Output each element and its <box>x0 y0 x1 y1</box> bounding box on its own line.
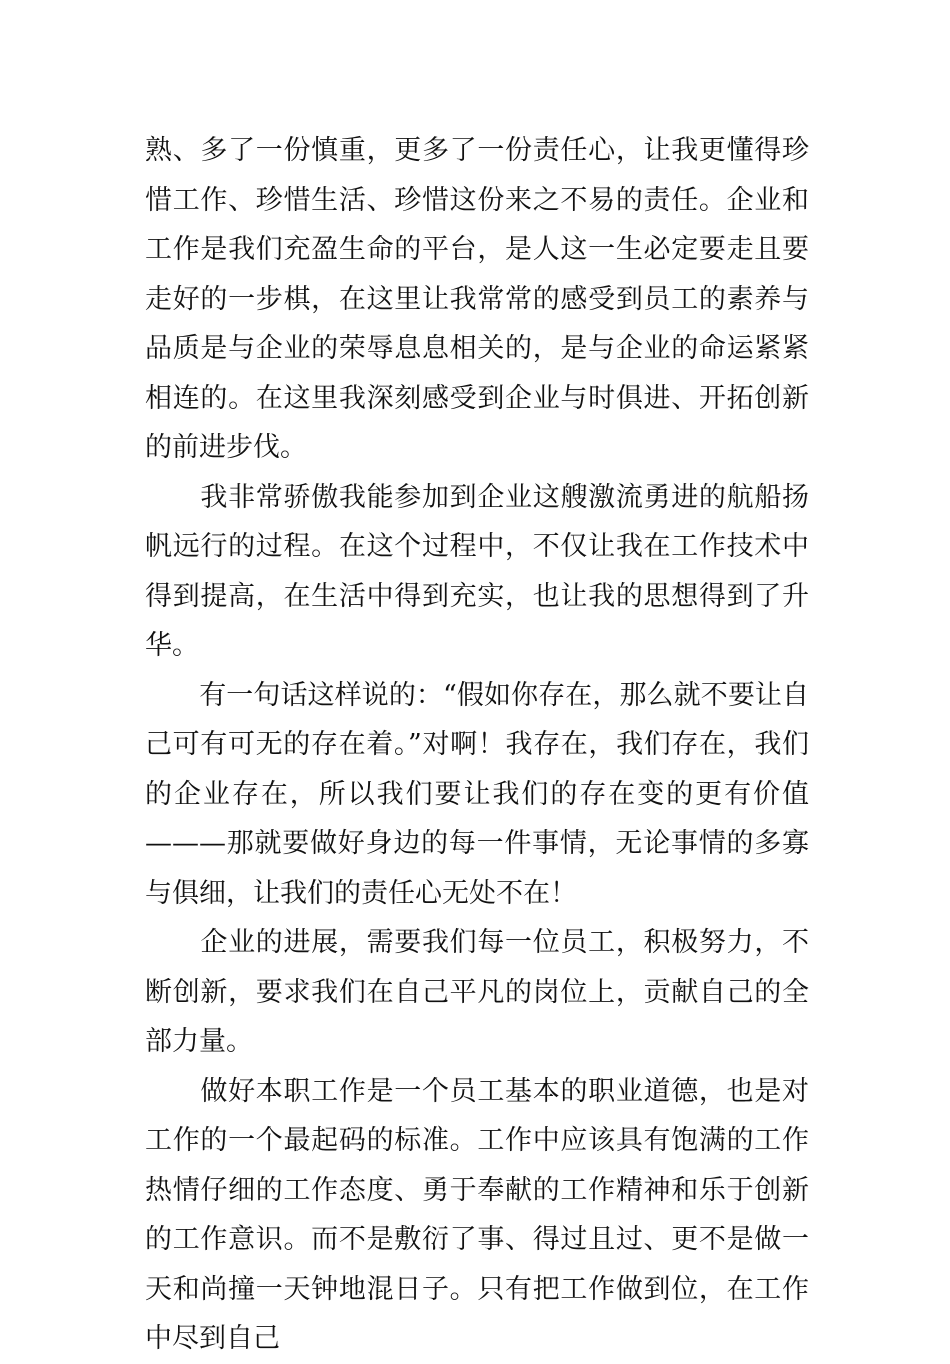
paragraph-3-text: 有一句话这样说的：“假如你存在，那么就不要让自己可有可无的存在着。”对啊！我存在，我们存在，我们的企业存在，所以我们要让我们的存在变的更有价值———那就要做好身边的每一件事情，无论事情的多寡与俱细，让我们的责任心无处不在！ <box>145 679 809 909</box>
paragraph-4-text: 企业的进展，需要我们每一位员工，积极努力，不断创新，要求我们在自己平凡的岗位上，贡献自己的全部力量。 <box>145 927 810 1057</box>
paragraph-indent <box>145 680 199 711</box>
paragraph-4 <box>145 918 809 1067</box>
paragraph-indent <box>145 927 200 958</box>
paragraph-1 <box>145 126 809 473</box>
paragraph-5-text: 做好本职工作是一个员工基本的职业道德，也是对工作的一个最起码的标准。工作中应该具有饱满的工作热情仔细的工作态度、勇于奉献的工作精神和乐于创新的工作意识。而不是敷衍了事、得过且过、更不是做一天和尚撞一天钟地混日子。只有把工作做到位，在工作中尽到自己 <box>145 1075 810 1354</box>
paragraph-2-text: 我非常骄傲我能参加到企业这艘激流勇进的航船扬帆远行的过程。在这个过程中，不仅让我在工作技术中得到提高，在生活中得到充实，也让我的思想得到了升华。 <box>145 481 810 661</box>
paragraph-5 <box>145 1067 809 1364</box>
paragraph-1-text: 熟、多了一份慎重，更多了一份责任心，让我更懂得珍惜工作、珍惜生活、珍惜这份来之不易的责任。企业和工作是我们充盈生命的平台，是人这一生必定要走且要走好的一步棋，在这里让我常常的感受到员工的素养与品质是与企业的荣辱息息相关的，是与企业的命运紧紧相连的。在这里我深刻感受到企业与时俱进、开拓创新的前进步伐。 <box>145 135 809 463</box>
paragraph-2 <box>145 473 809 671</box>
body-text <box>145 126 809 1364</box>
paragraph-indent <box>145 1076 200 1107</box>
paragraph-3 <box>145 671 809 919</box>
paragraph-indent <box>145 482 200 513</box>
